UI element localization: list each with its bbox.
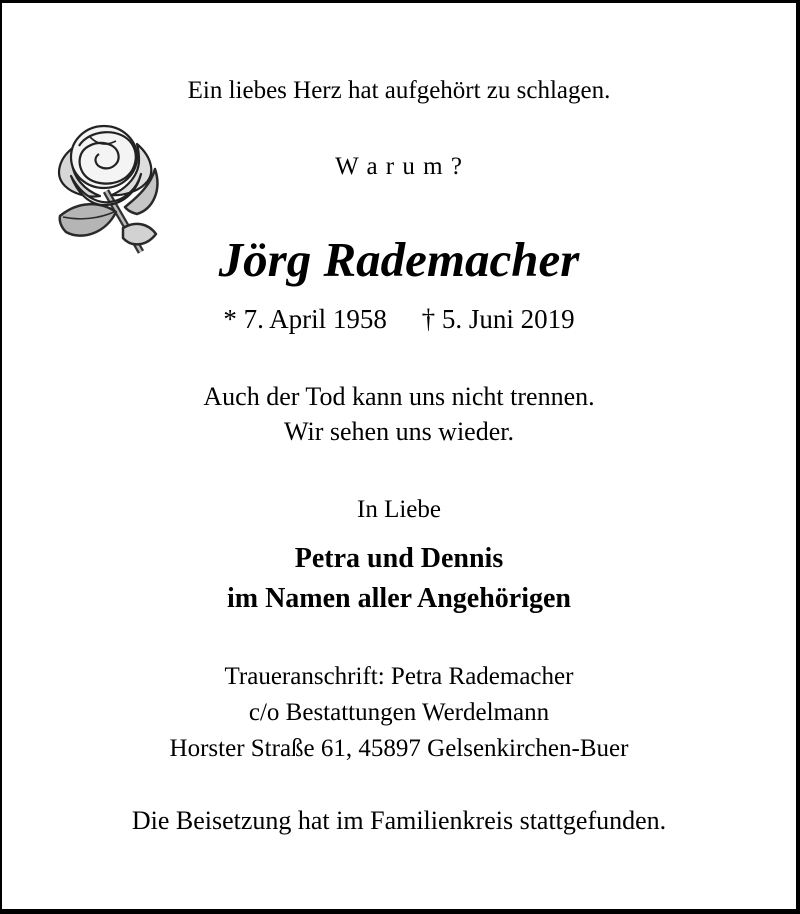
verse-line-2: Wir sehen uns wieder. [283,417,514,446]
mourners-line-2: im Namen aller Angehörigen [226,583,571,614]
address-line-1: Traueranschrift: Petra Rademacher [224,663,574,690]
closing-line: Die Beisetzung hat im Familienkreis stattgefunden. [131,806,667,835]
in-love-line: In Liebe [357,496,441,523]
mourning-address [2,659,796,767]
question-line: W a r u m ? [335,153,463,180]
deceased-name: Jörg Rademacher [218,232,580,287]
address-line-3: Horster Straße 61, 45897 Gelsenkirchen-Buer [169,735,629,762]
opening-line: Ein liebes Herz hat aufgehört zu schlagen. [187,77,611,104]
death-date: † 5. Juni 2019 [421,304,575,334]
life-dates [2,299,796,339]
address-line-2: c/o Bestattungen Werdelmann [248,699,550,726]
verse [2,379,796,449]
mourners [2,539,796,619]
birth-date: * 7. April 1958 [223,304,387,334]
verse-line-1: Auch der Tod kann uns nicht trennen. [203,382,595,411]
mourners-line-1: Petra und Dennis [294,543,504,574]
